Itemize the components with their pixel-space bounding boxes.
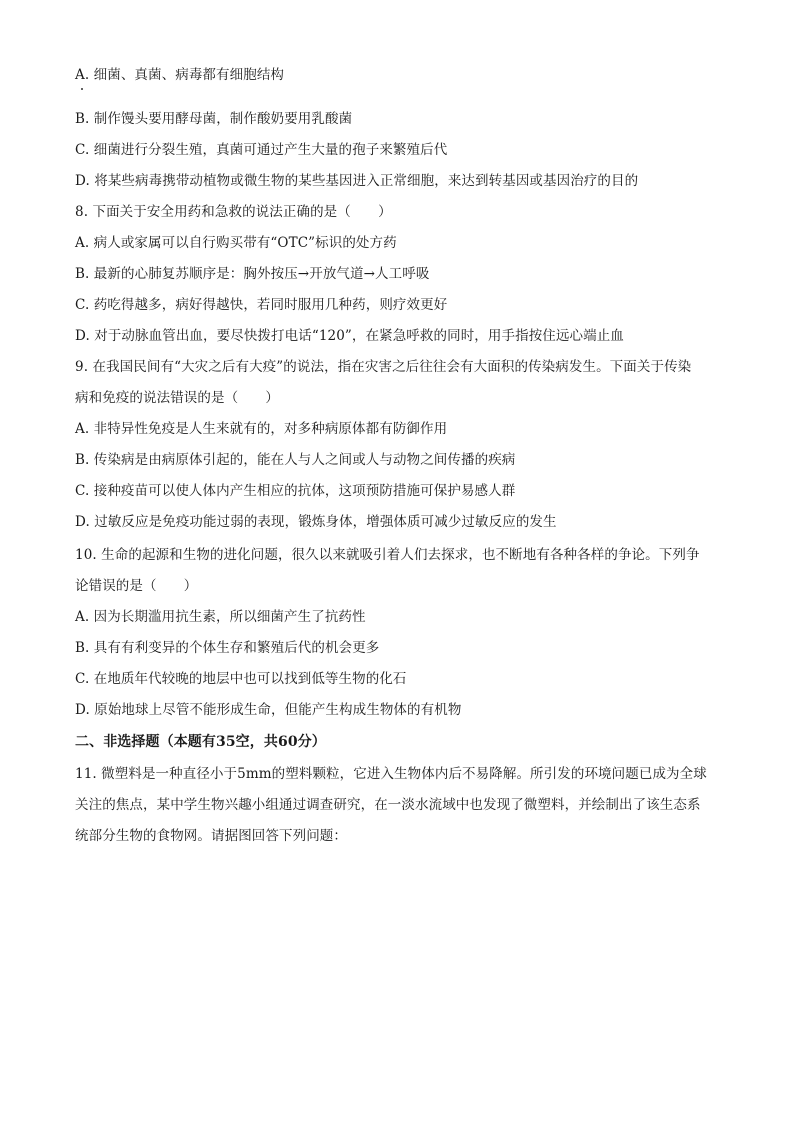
q9-stem-line-1: 9. 在我国民间有“大灾之后有大疫”的说法，指在灾害之后往往会有大面积的传染病发生。下面关于传染: [75, 359, 692, 375]
q11-stem-line-2: 关注的焦点，某中学生物兴趣小组通过调查研究，在一淡水流域中也发现了微塑料，并绘制出了该生态系: [75, 797, 701, 813]
q9-option-c: C. 接种疫苗可以使人体内产生相应的抗体，这项预防措施可保护易感人群: [75, 483, 516, 499]
q8-option-d: D. 对于动脉血管出血，要尽快拨打电话“120”，在紧急呼救的同时，用手指按住远心端止血: [75, 328, 624, 344]
q8-option-b: B. 最新的心肺复苏顺序是：胸外按压→开放气道→人工呼吸: [75, 266, 430, 282]
q7-option-d: D. 将某些病毒携带动植物或微生物的某些基因进入正常细胞，来达到转基因或基因治疗的目的: [75, 173, 639, 189]
q10-option-b: B. 具有有利变异的个体生存和繁殖后代的机会更多: [75, 640, 380, 656]
q9-option-b: B. 传染病是由病原体引起的，能在人与人之间或人与动物之间传播的疾病: [75, 452, 516, 468]
q7-option-c: C. 细菌进行分裂生殖，真菌可通过产生大量的孢子来繁殖后代: [75, 142, 448, 158]
q8-stem: 8. 下面关于安全用药和急救的说法正确的是（ ）: [75, 204, 392, 220]
q9-stem-line-2: 病和免疫的说法错误的是（ ）: [75, 390, 279, 406]
q11-stem-line-3: 统部分生物的食物网。请据图回答下列问题：: [75, 828, 347, 844]
q7-option-b: B. 制作馒头要用酵母菌，制作酸奶要用乳酸菌: [75, 111, 353, 127]
q9-option-d: D. 过敏反应是免疫功能过弱的表现，锻炼身体，增强体质可减少过敏反应的发生: [75, 514, 557, 530]
q10-option-c: C. 在地质年代较晚的地层中也可以找到低等生物的化石: [75, 671, 407, 687]
q9-option-a: A. 非特异性免疫是人生来就有的，对多种病原体都有防御作用: [75, 421, 448, 437]
q10-stem-line-2: 论错误的是（ ）: [75, 578, 198, 594]
q8-option-a: A. 病人或家属可以自行购买带有“OTC”标识的处方药: [75, 235, 397, 251]
q11-stem-line-1: 11. 微塑料是一种直径小于5mm的塑料颗粒，它进入生物体内后不易降解。所引发的环境问题已成为全球: [75, 766, 707, 782]
q10-stem-line-1: 10. 生命的起源和生物的进化问题，很久以来就吸引着人们去探求，也不断地有各种各样的争论。下列争: [75, 547, 700, 563]
section-title: 二、非选择题（本题有35空，共60分）: [75, 734, 326, 750]
q10-option-a: A. 因为长期滥用抗生素，所以细菌产生了抗药性: [75, 609, 366, 625]
q8-option-c: C. 药吃得越多，病好得越快，若同时服用几种药，则疗效更好: [75, 297, 448, 313]
q10-option-d: D. 原始地球上尽管不能形成生命，但能产生构成生物体的有机物: [75, 702, 462, 718]
stray-dot: [81, 88, 83, 90]
q7-option-a: A. 细菌、真菌、病毒都有细胞结构: [75, 67, 285, 83]
